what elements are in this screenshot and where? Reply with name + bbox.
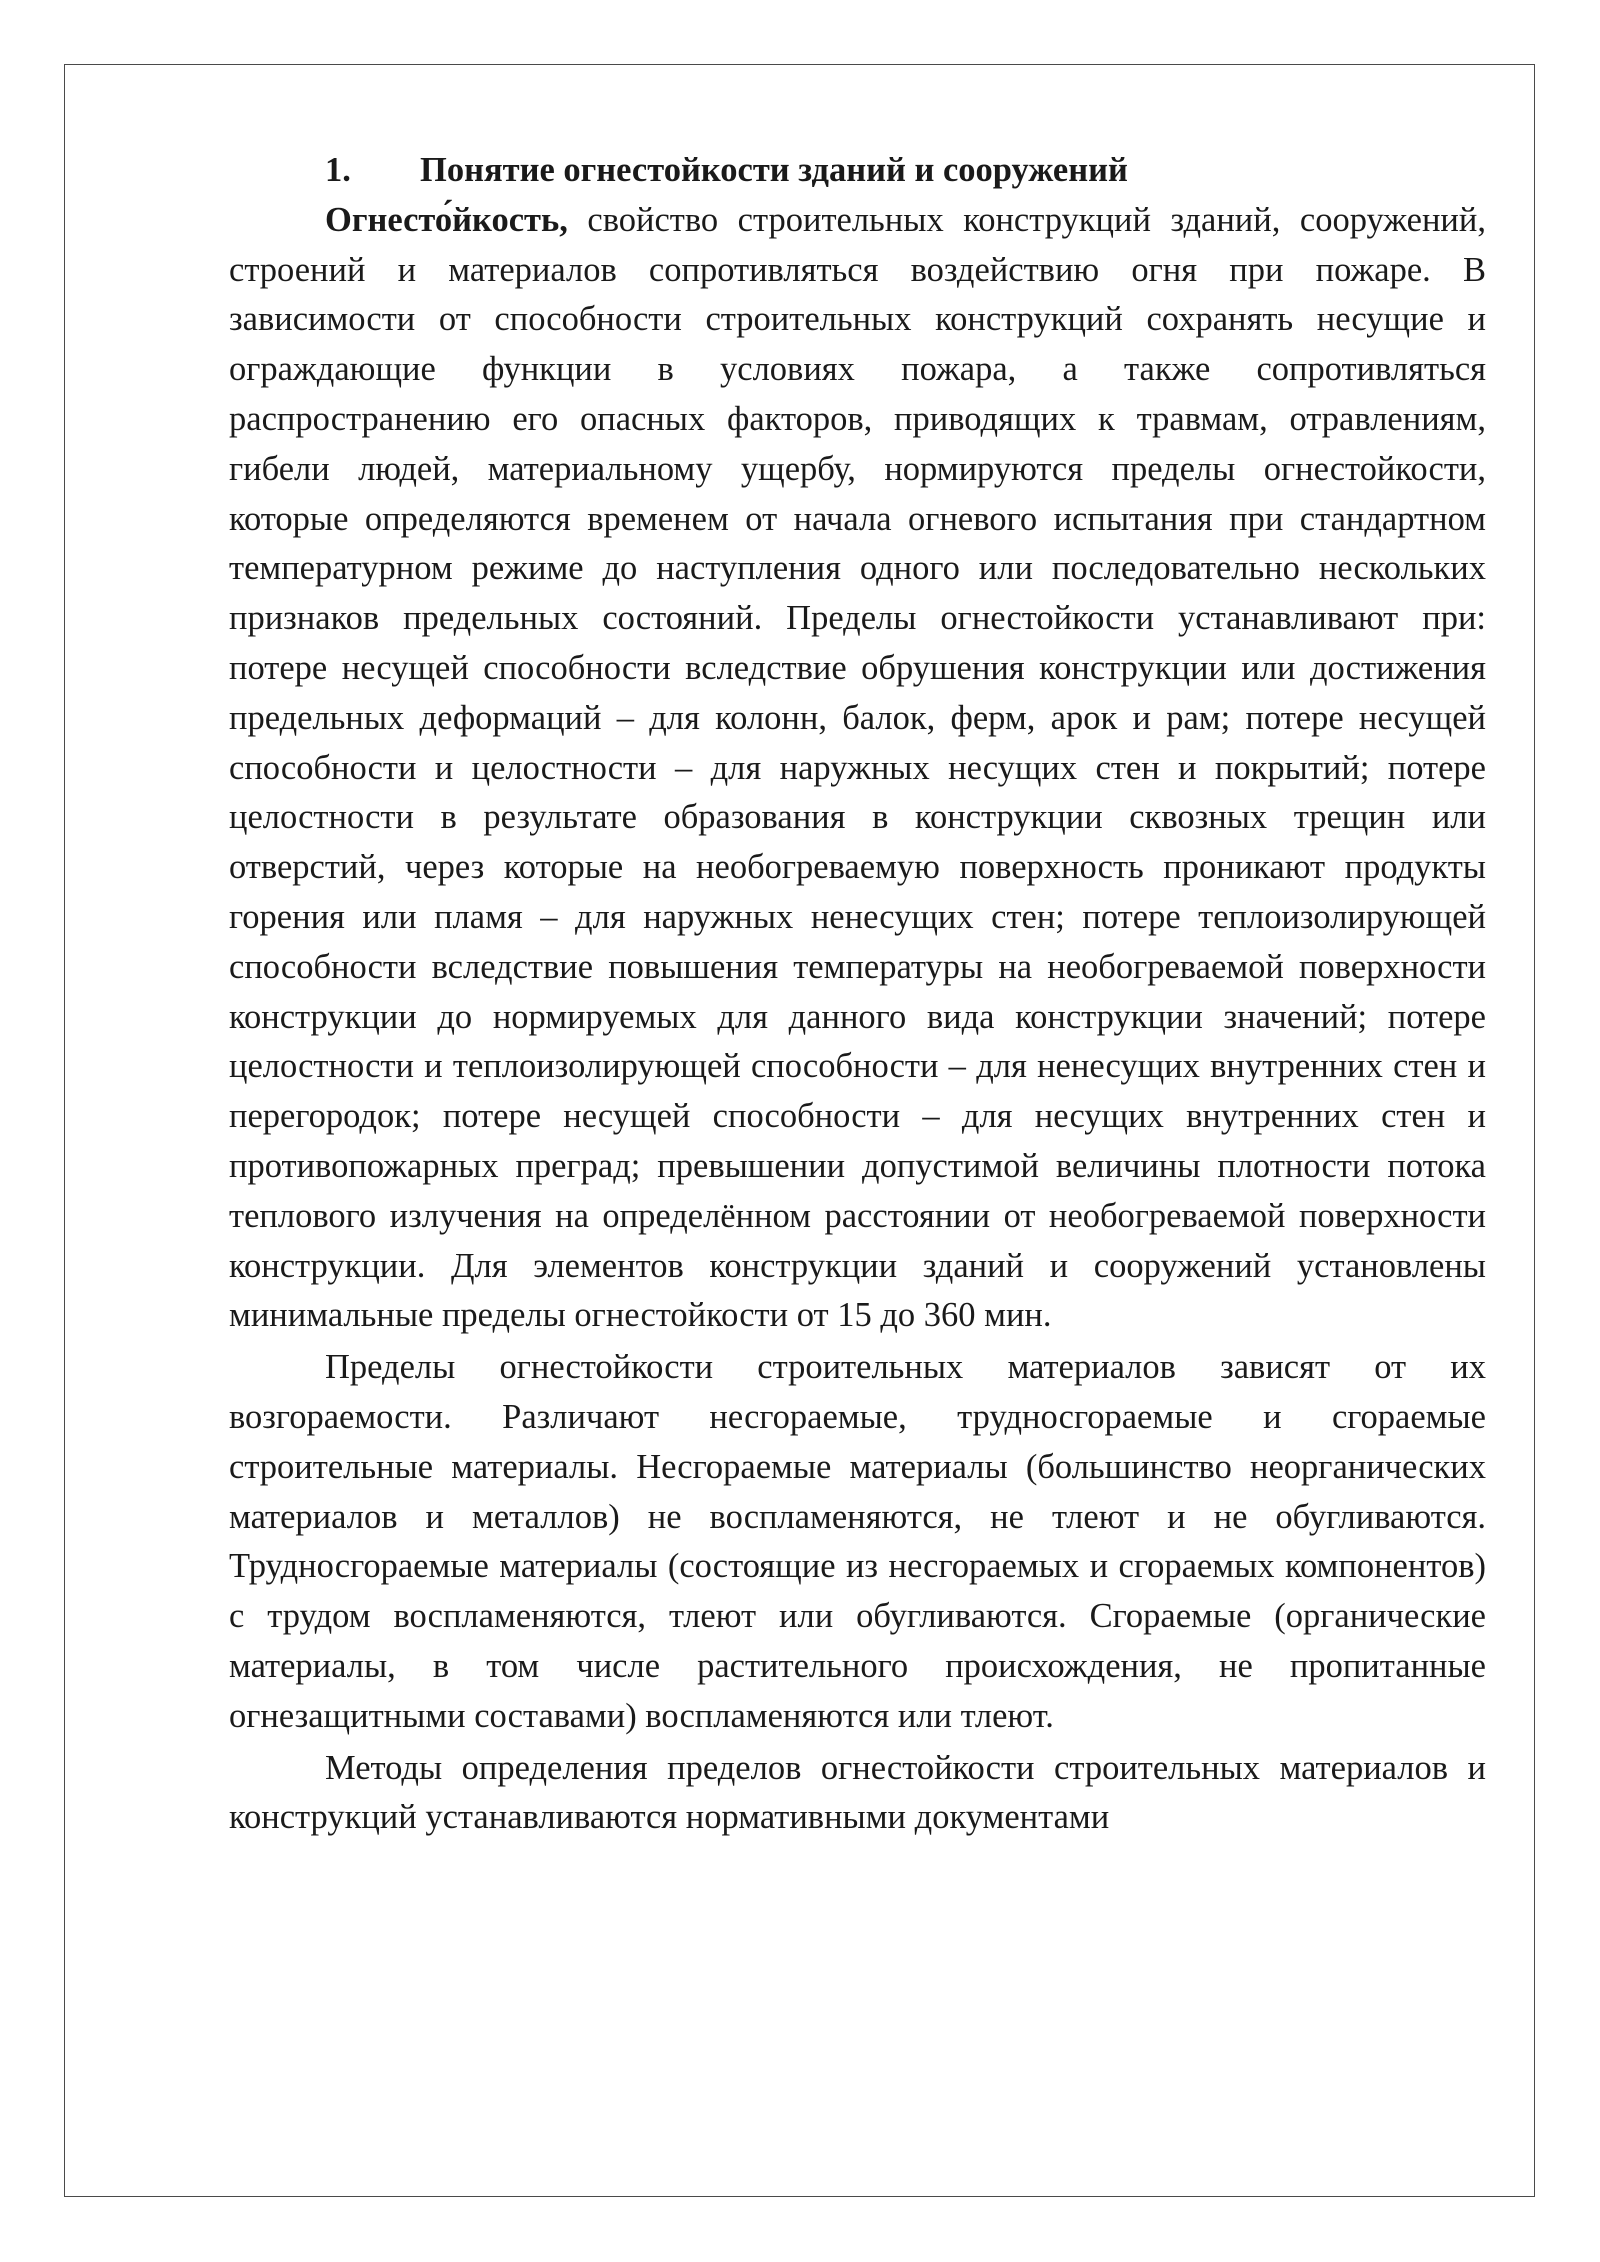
paragraph-methods (229, 1744, 1486, 1844)
paragraph-text: Пределы огнестойкости строительных материалов зависят от их возгораемости. Различают несгораемые, трудносгораемые и сгораемые строительные материалы. Несгораемые материалы (большинство неорганических материалов и металлов) не воспламеняются, не тлеют и не обугливаются. Трудносгораемые материалы (состоящие из несгораемых и сгораемых компонентов) с трудом воспламеняются, тлеют или обугливаются. Сгораемые (органические материалы, в том числе растительного происхождения, не пропитанные огнезащитными составами) воспламеняются или тлеют. (229, 1348, 1486, 1735)
section-heading (229, 146, 1486, 196)
paragraph-text: Методы определения пределов огнестойкости строительных материалов и конструкций устанавливаются нормативными документами (229, 1748, 1486, 1837)
paragraph-materials (229, 1343, 1486, 1741)
paragraph-definition (229, 196, 1486, 1341)
paragraph-text: свойство строительных конструкций зданий, сооружений, строений и материалов сопротивляться воздействию огня при пожаре. В зависимости от способности строительных конструкций сохранять несущие и ограждающие функции в условиях пожара, а также сопротивляться распространению его опасных факторов, приводящих к травмам, отравлениям, гибели людей, материальному ущербу, нормируются пределы огнестойкости, которые определяются временем от начала огневого испытания при стандартном температурном режиме до наступления одного или последовательно нескольких признаков предельных состояний. Пределы огнестойкости устанавливают при: потере несущей способности вследствие обрушения конструкции или достижения предельных деформаций – для колонн, балок, ферм, арок и рам; потере несущей способности и целостности – для наружных несущих стен и покрытий; потере целостности в результате образования в конструкции сквозных трещин или отверстий, через которые на необогреваемую поверхность проникают продукты горения или пламя – для наружных ненесущих стен; потере теплоизолирующей способности вследствие повышения температуры на необогреваемой поверхности конструкции до нормируемых для данного вида конструкции значений; потере целостности и теплоизолирующей способности – для ненесущих внутренних стен и перегородок; потере несущей способности – для несущих внутренних стен и противопожарных преград; превышении допустимой величины плотности потока теплового излучения на определённом расстоянии от необогреваемой поверхности конструкции. Для элементов конструкции зданий и сооружений установлены минимальные пределы огнестойкости от 15 до 360 мин. (229, 200, 1486, 1335)
section-title: Понятие огнестойкости зданий и сооружений (420, 151, 1128, 189)
section-number: 1. (325, 151, 351, 189)
document-body (229, 146, 1486, 1843)
defined-term: Огнесто́йкость, (325, 200, 568, 239)
